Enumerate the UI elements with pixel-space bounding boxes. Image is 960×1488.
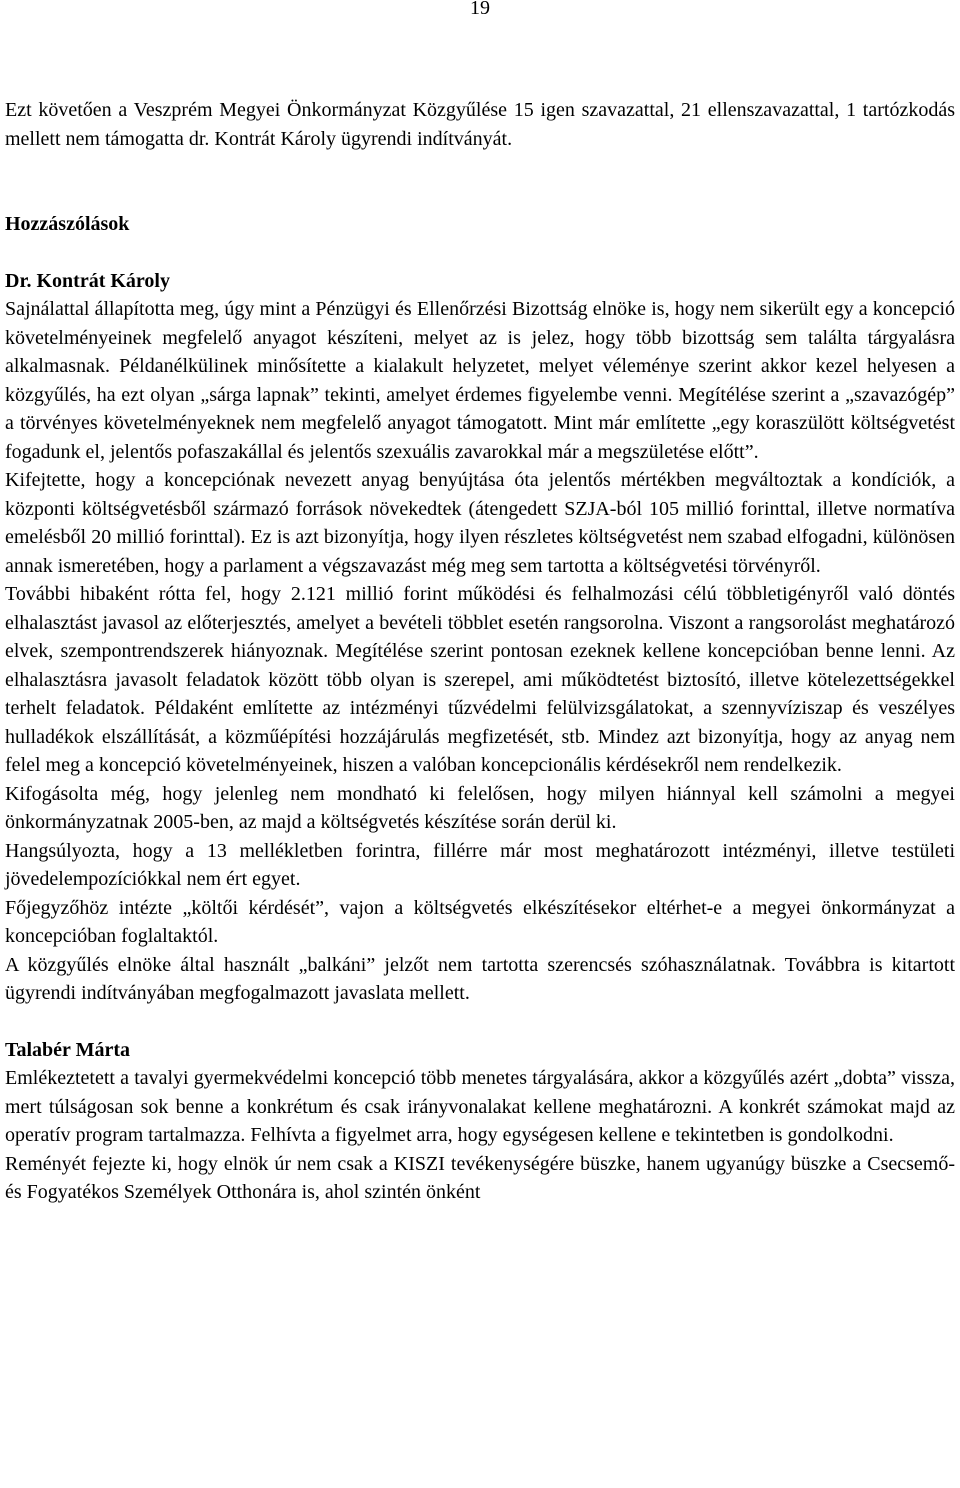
speaker-paragraph: Kifogásolta még, hogy jelenleg nem mondható ki felelősen, hogy milyen hiánnyal kell számolni a megyei önkormányzatnak 2005-ben, az majd a költségvetés készítése során derül ki. [5, 782, 955, 833]
speaker-paragraph: További hibaként rótta fel, hogy 2.121 millió forint működési és felhalmozási célú többletigényről való döntés elhalasztást javasol az előterjesztés, amelyet a bevételi többlet esetén rangsorolna. Viszont a rangsorolást meghatározó elvek, szempontrendszerek hiányoznak. Megítélése szerint pontosan ezeknek kellene koncepcióban benne lenni. Az elhalasztásra javasolt feladatok között több olyan is szerepel, ami működtetést biztosító, illetve kötelezettségekkel terhelt feladatok. Példaként említette az intézményi tűzvédelmi felülvizsgálatokat, a szennyvíziszap és veszélyes hulladékok elszállítását, a közműépítési hozzájárulás megfizetését, stb. Mindez azt bizonyítja, hogy az anyag nem felel meg a koncepció követelményeinek, hiszen a valóban koncepcionális kérdésekről nem rendelkezik. [5, 583, 955, 776]
speaker-paragraph: Kifejtette, hogy a koncepciónak nevezett anyag benyújtása óta jelentős mértékben megváltoztak a kondíciók, a központi költségvetésből származó források növekedtek (átengedett SZJA-ból 105 millió forinttal, illetve normatíva emelésből 20 millió forinttal). Ez is azt bizonyítja, hogy ilyen részletes költségvetést nem szabad elfogadni, különösen annak ismeretében, hogy a parlament a végszavazást még meg sem tartotta a költségvetési törvényről. [5, 469, 955, 577]
speaker-paragraph: Emlékeztetett a tavalyi gyermekvédelmi koncepció több menetes tárgyalására, akkor a közgyűlés azért „dobta” vissza, mert túlságosan sok benne a konkrétum és csak irányvonalakat kellene meghatározni. A konkrét számokat majd az operatív program tartalmazza. Felhívta a figyelmet arra, hogy egységesen kellene e tekintetben is gondolkodni. [5, 1067, 955, 1146]
spacer [5, 239, 955, 267]
intro-paragraph: Ezt követően a Veszprém Megyei Önkormányzat Közgyűlése 15 igen szavazattal, 21 ellenszavazattal, 1 tartózkodás mellett nem támogatta dr. Kontrát Károly ügyrendi indítványát. [5, 99, 955, 150]
speaker-paragraph: Hangsúlyozta, hogy a 13 mellékletben forintra, fillérre már most meghatározott intézményi, illetve testületi jövedelempozíciókkal nem ért egyet. [5, 839, 955, 890]
speaker-paragraph: Reményét fejezte ki, hogy elnök úr nem csak a KISZI tevékenységére büszke, hanem ugyanúgy büszke a Csecsemő- és Fogyatékos Személyek Otthonára is, ahol szintén önként [5, 1152, 955, 1203]
document-body [5, 96, 955, 1207]
speaker-paragraph: Sajnálattal állapította meg, úgy mint a Pénzügyi és Ellenőrzési Bizottság elnöke is, hogy nem sikerült egy a koncepció követelményeinek megfelelő anyagot készíteni, melyet az is jelez, hogy több bizottság sem találta tárgyalásra alkalmasnak. Példanélkülinek minősítette a kialakult helyzetet, melyet véleménye szerint akkor kezel helyesen a közgyűlés, ha ezt olyan „sárga lapnak” tekinti, amelyet érdemes figyelembe venni. Megítélése szerint a „szavazógép” a törvényes követelményeknek nem megfelelő anyagot támogatott. Mint már említette „egy koraszülött költségvetést fogadunk el, jelentős pofaszakállal és jelentős szexuális zavarokkal már a megszületése előtt”. [5, 298, 955, 463]
page-number: 19 [470, 0, 490, 19]
spacer [5, 1008, 955, 1036]
speaker-name: Dr. Kontrát Károly [5, 269, 170, 292]
speaker-name: Talabér Márta [5, 1038, 130, 1061]
speaker-paragraph: Főjegyzőhöz intézte „költői kérdését”, vajon a költségvetés elkészítésekor eltérhet-e a megyei önkormányzat a koncepcióban foglaltaktól. [5, 896, 955, 947]
section-title: Hozzászólások [5, 213, 130, 235]
speaker-paragraph: A közgyűlés elnöke által használt „balkáni” jelzőt nem tartotta szerencsés szóhasználatnak. Továbbra is kitartott ügyrendi indítványában megfogalmazott javaslata mellett. [5, 953, 955, 1004]
spacer [5, 153, 955, 210]
